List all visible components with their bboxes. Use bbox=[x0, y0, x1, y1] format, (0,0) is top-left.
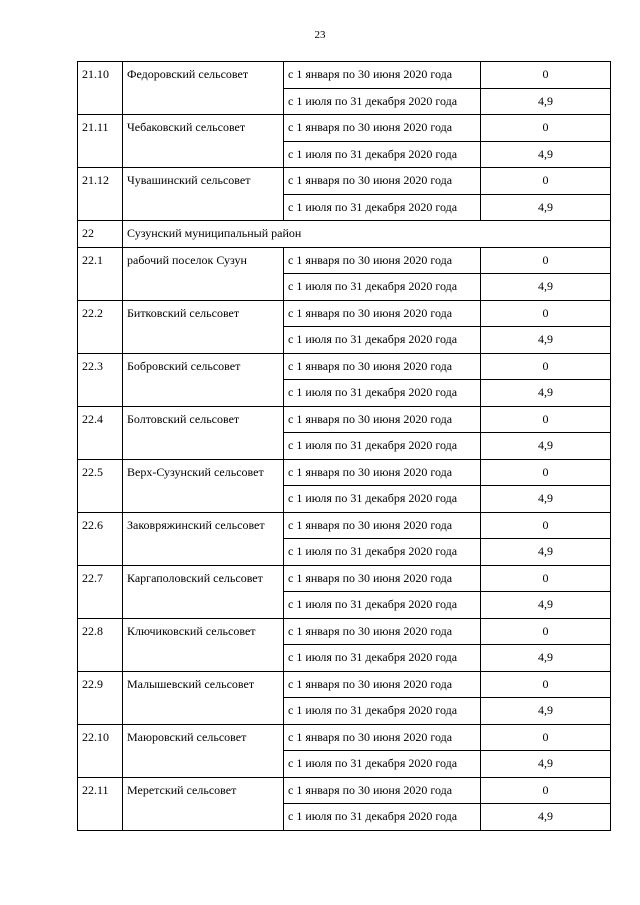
value-second-half: 4,9 bbox=[481, 645, 611, 672]
value-second-half: 4,9 bbox=[481, 88, 611, 115]
value-first-half: 0 bbox=[481, 406, 611, 433]
section-title: Сузунский муниципальный район bbox=[123, 221, 611, 248]
period-first-half: с 1 января по 30 июня 2020 года bbox=[284, 406, 481, 433]
row-number: 22.11 bbox=[78, 777, 123, 830]
row-number: 22.5 bbox=[78, 459, 123, 512]
period-second-half: с 1 июля по 31 декабря 2020 года bbox=[284, 327, 481, 354]
tariff-table bbox=[77, 61, 611, 831]
settlement-name: Чебаковский сельсовет bbox=[123, 115, 284, 168]
row-number: 22.8 bbox=[78, 618, 123, 671]
table-row bbox=[78, 168, 611, 195]
row-number: 22.2 bbox=[78, 300, 123, 353]
settlement-name: Каргаполовский сельсовет bbox=[123, 565, 284, 618]
table-row bbox=[78, 565, 611, 592]
table-row bbox=[78, 300, 611, 327]
period-first-half: с 1 января по 30 июня 2020 года bbox=[284, 353, 481, 380]
period-first-half: с 1 января по 30 июня 2020 года bbox=[284, 62, 481, 89]
settlement-name: Ключиковский сельсовет bbox=[123, 618, 284, 671]
row-number: 22.4 bbox=[78, 406, 123, 459]
table-row bbox=[78, 671, 611, 698]
table-row bbox=[78, 512, 611, 539]
row-number: 21.10 bbox=[78, 62, 123, 115]
period-second-half: с 1 июля по 31 декабря 2020 года bbox=[284, 698, 481, 725]
table-row bbox=[78, 247, 611, 274]
value-first-half: 0 bbox=[481, 777, 611, 804]
value-second-half: 4,9 bbox=[481, 751, 611, 778]
row-number: 21.11 bbox=[78, 115, 123, 168]
value-first-half: 0 bbox=[481, 618, 611, 645]
period-second-half: с 1 июля по 31 декабря 2020 года bbox=[284, 88, 481, 115]
row-number: 22.9 bbox=[78, 671, 123, 724]
period-first-half: с 1 января по 30 июня 2020 года bbox=[284, 671, 481, 698]
value-second-half: 4,9 bbox=[481, 804, 611, 831]
period-second-half: с 1 июля по 31 декабря 2020 года bbox=[284, 804, 481, 831]
value-first-half: 0 bbox=[481, 671, 611, 698]
table-row bbox=[78, 406, 611, 433]
settlement-name: Маюровский сельсовет bbox=[123, 724, 284, 777]
period-second-half: с 1 июля по 31 декабря 2020 года bbox=[284, 486, 481, 513]
settlement-name: Чувашинский сельсовет bbox=[123, 168, 284, 221]
section-row bbox=[78, 221, 611, 248]
row-number: 22.1 bbox=[78, 247, 123, 300]
value-first-half: 0 bbox=[481, 724, 611, 751]
period-second-half: с 1 июля по 31 декабря 2020 года bbox=[284, 645, 481, 672]
period-first-half: с 1 января по 30 июня 2020 года bbox=[284, 459, 481, 486]
settlement-name: Заковряжинский сельсовет bbox=[123, 512, 284, 565]
value-second-half: 4,9 bbox=[481, 433, 611, 460]
period-first-half: с 1 января по 30 июня 2020 года bbox=[284, 247, 481, 274]
table-row bbox=[78, 353, 611, 380]
settlement-name: Верх-Сузунский сельсовет bbox=[123, 459, 284, 512]
value-second-half: 4,9 bbox=[481, 274, 611, 301]
period-second-half: с 1 июля по 31 декабря 2020 года bbox=[284, 539, 481, 566]
settlement-name: рабочий поселок Сузун bbox=[123, 247, 284, 300]
value-first-half: 0 bbox=[481, 62, 611, 89]
settlement-name: Меретский сельсовет bbox=[123, 777, 284, 830]
period-second-half: с 1 июля по 31 декабря 2020 года bbox=[284, 751, 481, 778]
value-second-half: 4,9 bbox=[481, 539, 611, 566]
value-first-half: 0 bbox=[481, 168, 611, 195]
value-first-half: 0 bbox=[481, 459, 611, 486]
period-second-half: с 1 июля по 31 декабря 2020 года bbox=[284, 433, 481, 460]
period-first-half: с 1 января по 30 июня 2020 года bbox=[284, 724, 481, 751]
page-number: 23 bbox=[314, 29, 326, 41]
table-row bbox=[78, 724, 611, 751]
period-first-half: с 1 января по 30 июня 2020 года bbox=[284, 300, 481, 327]
value-second-half: 4,9 bbox=[481, 141, 611, 168]
value-second-half: 4,9 bbox=[481, 194, 611, 221]
row-number: 22.7 bbox=[78, 565, 123, 618]
period-second-half: с 1 июля по 31 декабря 2020 года bbox=[284, 274, 481, 301]
value-second-half: 4,9 bbox=[481, 327, 611, 354]
settlement-name: Бобровский сельсовет bbox=[123, 353, 284, 406]
row-number: 22.3 bbox=[78, 353, 123, 406]
value-second-half: 4,9 bbox=[481, 592, 611, 619]
value-first-half: 0 bbox=[481, 512, 611, 539]
value-second-half: 4,9 bbox=[481, 380, 611, 407]
period-second-half: с 1 июля по 31 декабря 2020 года bbox=[284, 194, 481, 221]
row-number: 22 bbox=[78, 221, 123, 248]
value-first-half: 0 bbox=[481, 300, 611, 327]
period-first-half: с 1 января по 30 июня 2020 года bbox=[284, 168, 481, 195]
value-first-half: 0 bbox=[481, 115, 611, 142]
period-second-half: с 1 июля по 31 декабря 2020 года bbox=[284, 141, 481, 168]
row-number: 22.10 bbox=[78, 724, 123, 777]
table-row bbox=[78, 777, 611, 804]
table-row bbox=[78, 62, 611, 89]
tariff-table-body bbox=[78, 62, 611, 831]
value-first-half: 0 bbox=[481, 353, 611, 380]
table-row bbox=[78, 618, 611, 645]
settlement-name: Болтовский сельсовет bbox=[123, 406, 284, 459]
value-second-half: 4,9 bbox=[481, 698, 611, 725]
table-row bbox=[78, 115, 611, 142]
value-first-half: 0 bbox=[481, 247, 611, 274]
period-first-half: с 1 января по 30 июня 2020 года bbox=[284, 777, 481, 804]
period-second-half: с 1 июля по 31 декабря 2020 года bbox=[284, 380, 481, 407]
settlement-name: Федоровский сельсовет bbox=[123, 62, 284, 115]
table-row bbox=[78, 459, 611, 486]
settlement-name: Малышевский сельсовет bbox=[123, 671, 284, 724]
period-first-half: с 1 января по 30 июня 2020 года bbox=[284, 618, 481, 645]
period-first-half: с 1 января по 30 июня 2020 года bbox=[284, 115, 481, 142]
value-first-half: 0 bbox=[481, 565, 611, 592]
period-first-half: с 1 января по 30 июня 2020 года bbox=[284, 565, 481, 592]
value-second-half: 4,9 bbox=[481, 486, 611, 513]
row-number: 22.6 bbox=[78, 512, 123, 565]
row-number: 21.12 bbox=[78, 168, 123, 221]
period-first-half: с 1 января по 30 июня 2020 года bbox=[284, 512, 481, 539]
period-second-half: с 1 июля по 31 декабря 2020 года bbox=[284, 592, 481, 619]
settlement-name: Битковский сельсовет bbox=[123, 300, 284, 353]
